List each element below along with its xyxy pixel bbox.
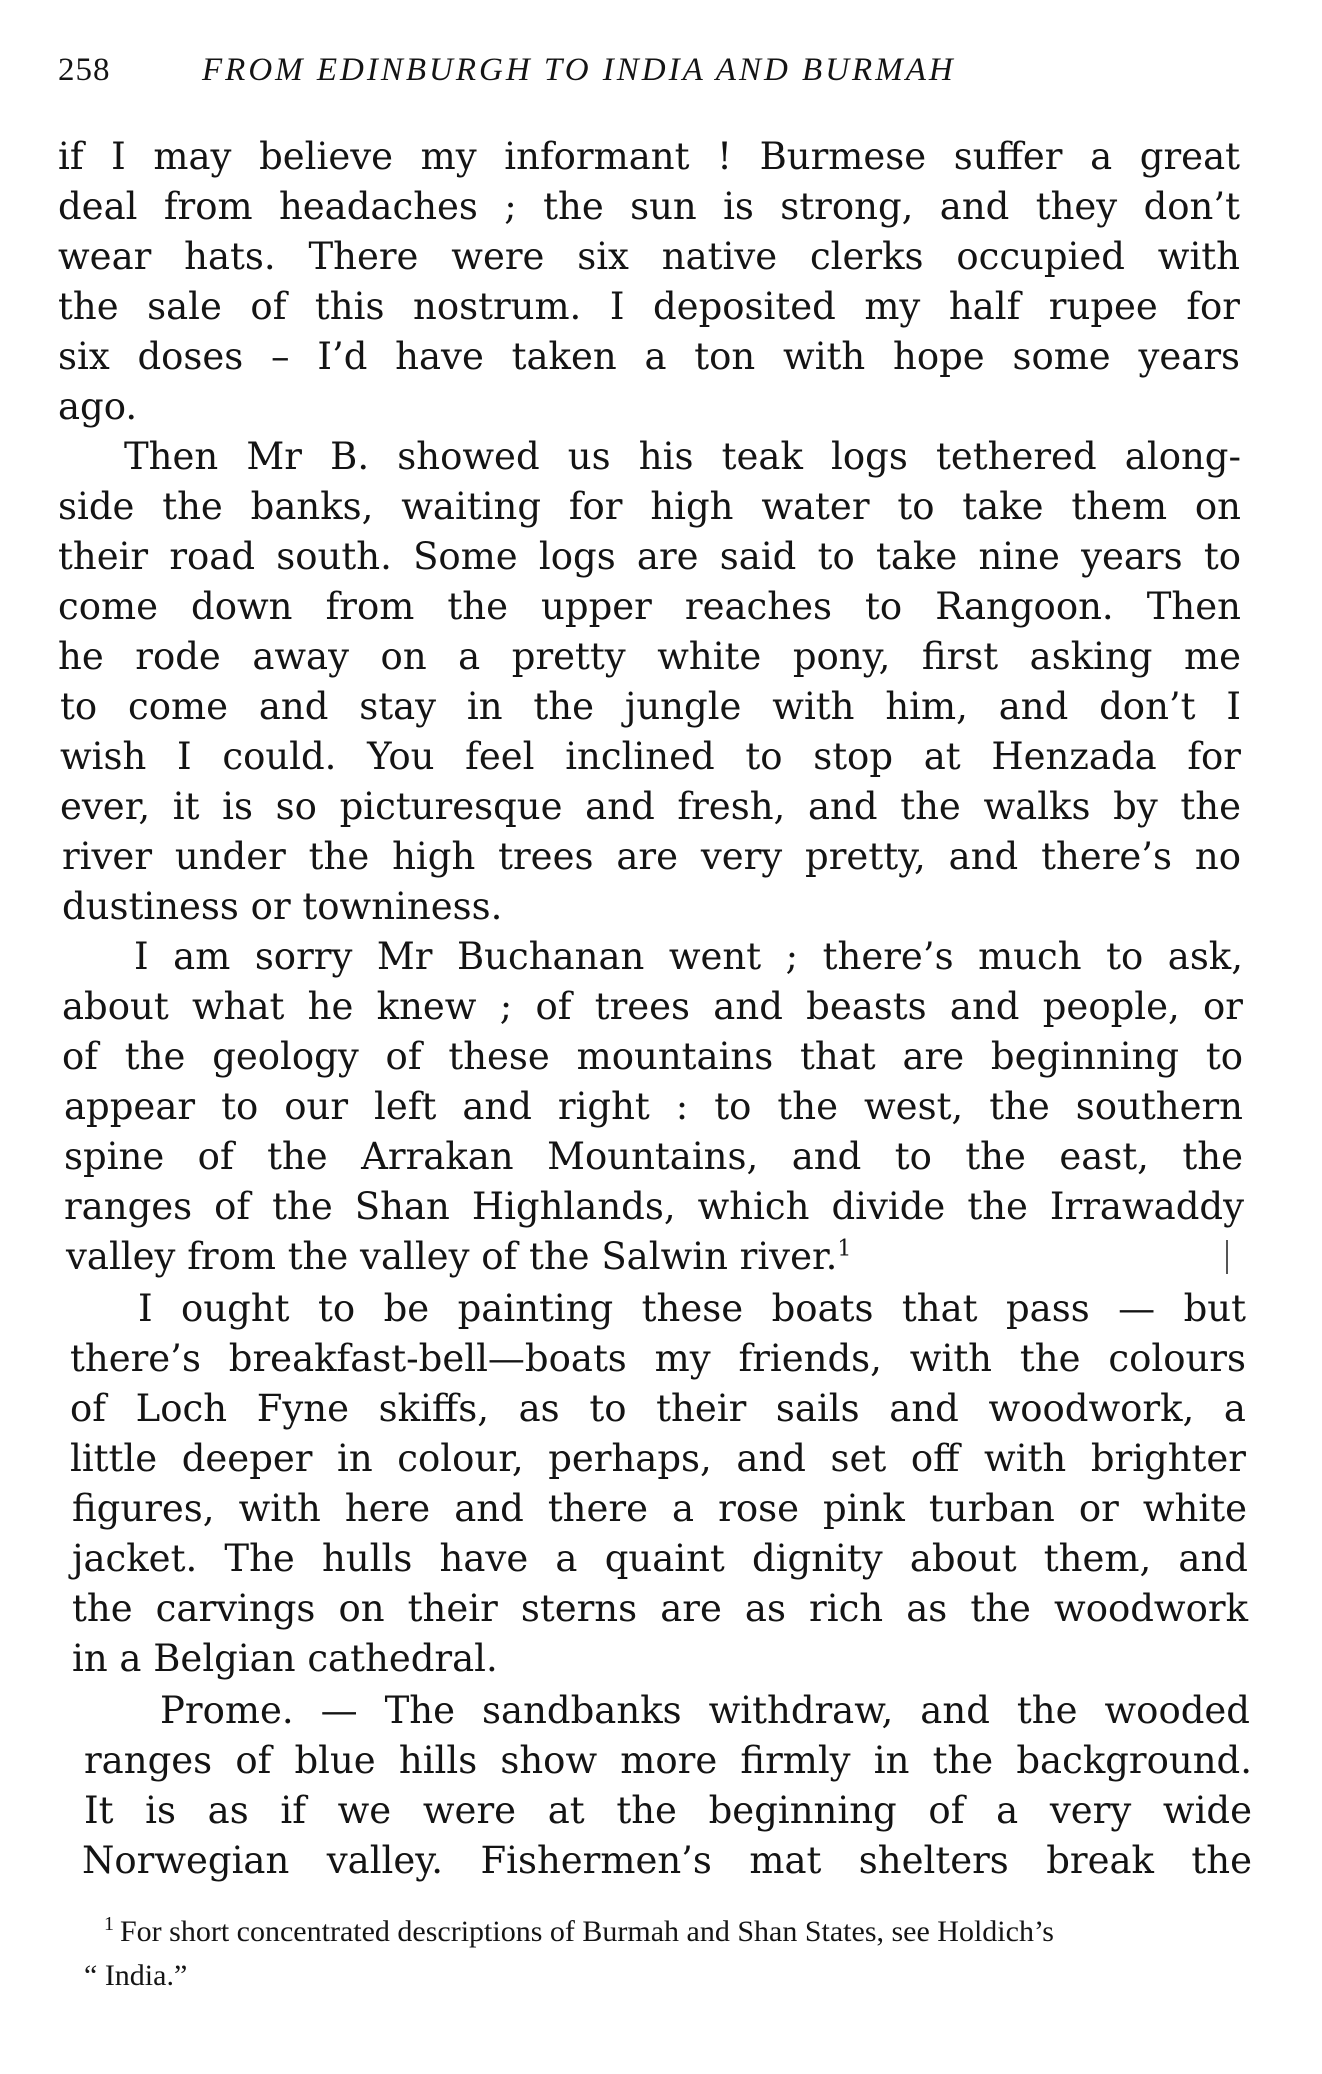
footnote-line: “ India.” [84, 1959, 188, 1992]
text-line: the sale of this nostrum. I deposited my half rupee for [58, 285, 1240, 328]
text-line: their road south. Some logs are said to take nine years to [58, 535, 1241, 578]
footnote-number: 1 [104, 1913, 114, 1935]
text-line: if I may believe my informant ! Burmese suffer a great [58, 135, 1240, 178]
text-line: It is as if we were at the beginning of a very wide [84, 1789, 1252, 1832]
text-line: deal from headaches ; the sun is strong, and they don’t [58, 185, 1240, 228]
text-line: six doses – I’d have taken a ton with hope some years [58, 335, 1240, 378]
footnote-line [104, 1912, 1264, 1952]
text-line [66, 1234, 1166, 1280]
text-line: about what he knew ; of trees and beasts and people, or [62, 985, 1243, 1028]
text-line: of Loch Fyne skiffs, as to their sails and woodwork, a [70, 1387, 1246, 1430]
text-line: ever, it is so picturesque and fresh, and the walks by the [60, 785, 1241, 828]
text-line: dustiness or towniness. [62, 885, 503, 928]
text-line: river under the high trees are very pretty, and there’s no [62, 835, 1241, 878]
text-line: ago. [58, 385, 138, 428]
running-head: FROM EDINBURGH TO INDIA AND BURMAH [202, 52, 956, 88]
text-line: ranges of blue hills show more firmly in the background. [84, 1739, 1252, 1782]
footnote-text: For short concentrated descriptions of Burmah and Shan States, see Holdich’s [120, 1915, 1054, 1948]
text-line: figures, with here and there a rose pink turban or white [72, 1487, 1247, 1530]
text-line: Prome. — The sandbanks withdraw, and the wooded [160, 1689, 1250, 1732]
text-line: Then Mr B. showed us his teak logs tethered along- [124, 435, 1241, 478]
text-line: spine of the Arrakan Mountains, and to the east, the [64, 1135, 1243, 1178]
text-line: in a Belgian cathedral. [72, 1637, 498, 1680]
text-line: side the banks, waiting for high water to take them on [58, 485, 1241, 528]
text-line: to come and stay in the jungle with him, and don’t I [60, 685, 1241, 728]
text-line: appear to our left and right : to the west, the southern [64, 1085, 1243, 1128]
text-line-content: valley from the valley of the Salwin river. [66, 1235, 838, 1278]
text-line: the carvings on their sterns are as rich as the woodwork [72, 1587, 1248, 1630]
text-line: little deeper in colour, perhaps, and set off with brighter [70, 1437, 1246, 1480]
text-line: of the geology of these mountains that are beginning to [62, 1035, 1243, 1078]
text-line: there’s breakfast-bell—boats my friends, with the colours [70, 1337, 1246, 1380]
text-line: wish I could. You feel inclined to stop at Henzada for [60, 735, 1241, 778]
text-line: jacket. The hulls have a quaint dignity about them, and [72, 1537, 1248, 1580]
text-line: I am sorry Mr Buchanan went ; there’s much to ask, [134, 935, 1243, 978]
text-line: Norwegian valley. Fishermen’s mat shelters break the [82, 1839, 1252, 1882]
text-line: ranges of the Shan Highlands, which divide the Irrawaddy [64, 1185, 1244, 1228]
text-line: come down from the upper reaches to Rangoon. Then [58, 585, 1241, 628]
page-number: 258 [58, 52, 111, 88]
page-header [58, 52, 1238, 102]
text-line: he rode away on a pretty white pony, first asking me [58, 635, 1241, 678]
text-line: wear hats. There were six native clerks occupied with [58, 235, 1240, 278]
footnote-reference: 1 [837, 1236, 852, 1262]
text-line: I ought to be painting these boats that pass — but [138, 1287, 1246, 1330]
scan-mark [1226, 1240, 1228, 1274]
